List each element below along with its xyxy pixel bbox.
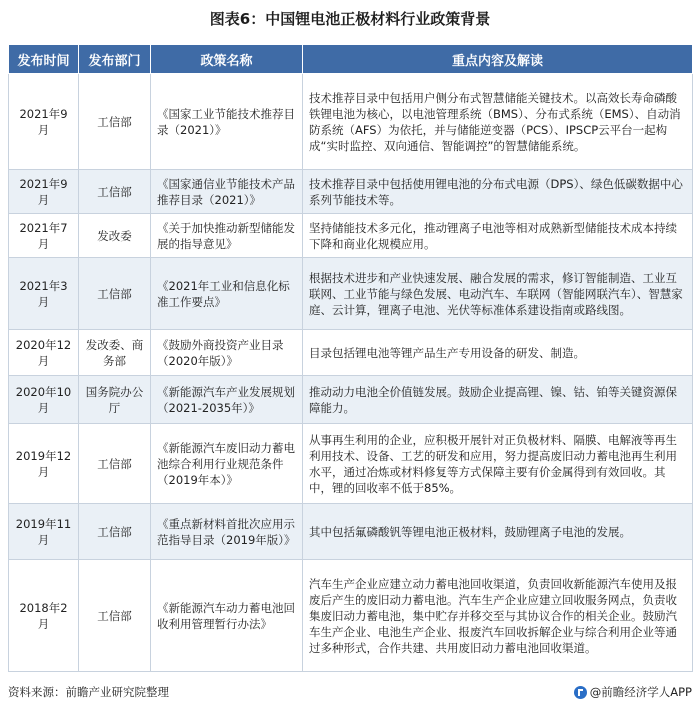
cell-content: 技术推荐目录中包括用户侧分布式智慧储能关键技术。以高效长寿命磷酸铁锂电池为核心，以电池管理系统（BMS）、分布式系统（EMS）、自动消防系统（AFS）为依托，并与储能逆变器（PCS）、IPSCP云平台一起构成“实时监控、双向通信、智能调控”的智慧储能系统。 bbox=[303, 74, 693, 170]
cell-name: 《新能源汽车动力蓄电池回收利用管理暂行办法》 bbox=[151, 560, 303, 672]
table-row bbox=[9, 376, 693, 424]
cell-content: 汽车生产企业应建立动力蓄电池回收渠道，负责回收新能源汽车使用及报废后产生的废旧动力蓄电池。汽车生产企业应建立回收服务网点，负责收集废旧动力蓄电池，集中贮存并移交至与其协议合作的相关企业。鼓励汽车生产企业、电池生产企业、报废汽车回收拆解企业与综合利用企业等通过多种形式，合作共建、共用废旧动力蓄电池回收渠道。 bbox=[303, 560, 693, 672]
cell-time: 2021年7月 bbox=[9, 214, 79, 258]
cell-dept: 国务院办公厅 bbox=[79, 376, 151, 424]
cell-time: 2019年11月 bbox=[9, 504, 79, 560]
table-row bbox=[9, 424, 693, 504]
brand-label: @前瞻经济学人APP bbox=[589, 685, 692, 699]
header-dept: 发布部门 bbox=[79, 45, 151, 74]
header-time: 发布时间 bbox=[9, 45, 79, 74]
cell-dept: 发改委、商务部 bbox=[79, 330, 151, 376]
header-content: 重点内容及解读 bbox=[303, 45, 693, 74]
cell-time: 2019年12月 bbox=[9, 424, 79, 504]
cell-time: 2021年9月 bbox=[9, 170, 79, 214]
table-row bbox=[9, 214, 693, 258]
cell-content: 目录包括锂电池等锂产品生产专用设备的研发、制造。 bbox=[303, 330, 693, 376]
cell-name: 《新能源汽车废旧动力蓄电池综合利用行业规范条件（2019年本）》 bbox=[151, 424, 303, 504]
cell-content: 其中包括氟磷酸钒等锂电池正极材料，鼓励锂离子电池的发展。 bbox=[303, 504, 693, 560]
source-note: 资料来源：前瞻产业研究院整理 bbox=[8, 685, 169, 699]
table-row bbox=[9, 504, 693, 560]
cell-content: 根据技术进步和产业快速发展、融合发展的需求，修订智能制造、工业互联网、工业节能与绿色发展、电动汽车、车联网（智能网联汽车）、智慧家庭、云计算，锂离子电池、光伏等标准体系建设指南或路线图。 bbox=[303, 258, 693, 330]
cell-name: 《2021年工业和信息化标准工作要点》 bbox=[151, 258, 303, 330]
table-row bbox=[9, 258, 693, 330]
qianzhan-logo-icon bbox=[574, 686, 587, 699]
table-row bbox=[9, 560, 693, 672]
cell-time: 2021年3月 bbox=[9, 258, 79, 330]
footer bbox=[8, 684, 692, 702]
cell-time: 2020年10月 bbox=[9, 376, 79, 424]
cell-name: 《国家通信业节能技术产品推荐目录（2021）》 bbox=[151, 170, 303, 214]
cell-time: 2020年12月 bbox=[9, 330, 79, 376]
cell-name: 《关于加快推动新型储能发展的指导意见》 bbox=[151, 214, 303, 258]
cell-dept: 工信部 bbox=[79, 258, 151, 330]
table-row bbox=[9, 330, 693, 376]
table-row bbox=[9, 74, 693, 170]
cell-dept: 工信部 bbox=[79, 560, 151, 672]
cell-dept: 工信部 bbox=[79, 74, 151, 170]
cell-name: 《重点新材料首批次应用示范指导目录（2019年版）》 bbox=[151, 504, 303, 560]
table-row bbox=[9, 170, 693, 214]
cell-content: 技术推荐目录中包括使用锂电池的分布式电源（DPS）、绿色低碳数据中心系列节能技术等。 bbox=[303, 170, 693, 214]
cell-name: 《新能源汽车产业发展规划（2021-2035年）》 bbox=[151, 376, 303, 424]
cell-dept: 工信部 bbox=[79, 170, 151, 214]
cell-content: 坚持储能技术多元化，推动锂离子电池等相对成熟新型储能技术成本持续下降和商业化规模应用。 bbox=[303, 214, 693, 258]
cell-dept: 工信部 bbox=[79, 504, 151, 560]
page-title: 图表6：中国锂电池正极材料行业政策背景 bbox=[209, 10, 491, 28]
cell-content: 从事再生利用的企业，应积极开展针对正负极材料、隔膜、电解液等再生利用技术、设备、工艺的研发和应用，努力提高废旧动力蓄电池再生利用水平，通过冶炼或材料修复等方式保障主要有价金属得到有效回收。其中，锂的回收率不低于85%。 bbox=[303, 424, 693, 504]
cell-time: 2021年9月 bbox=[9, 74, 79, 170]
cell-content: 推动动力电池全价值链发展。鼓励企业提高锂、镍、钴、铂等关键资源保障能力。 bbox=[303, 376, 693, 424]
cell-dept: 工信部 bbox=[79, 424, 151, 504]
table-header-row bbox=[9, 45, 693, 74]
policy-table bbox=[8, 44, 693, 672]
cell-dept: 发改委 bbox=[79, 214, 151, 258]
cell-time: 2018年2月 bbox=[9, 560, 79, 672]
cell-name: 《鼓励外商投资产业目录（2020年版）》 bbox=[151, 330, 303, 376]
header-name: 政策名称 bbox=[151, 45, 303, 74]
brand bbox=[574, 684, 692, 700]
cell-name: 《国家工业节能技术推荐目录（2021）》 bbox=[151, 74, 303, 170]
